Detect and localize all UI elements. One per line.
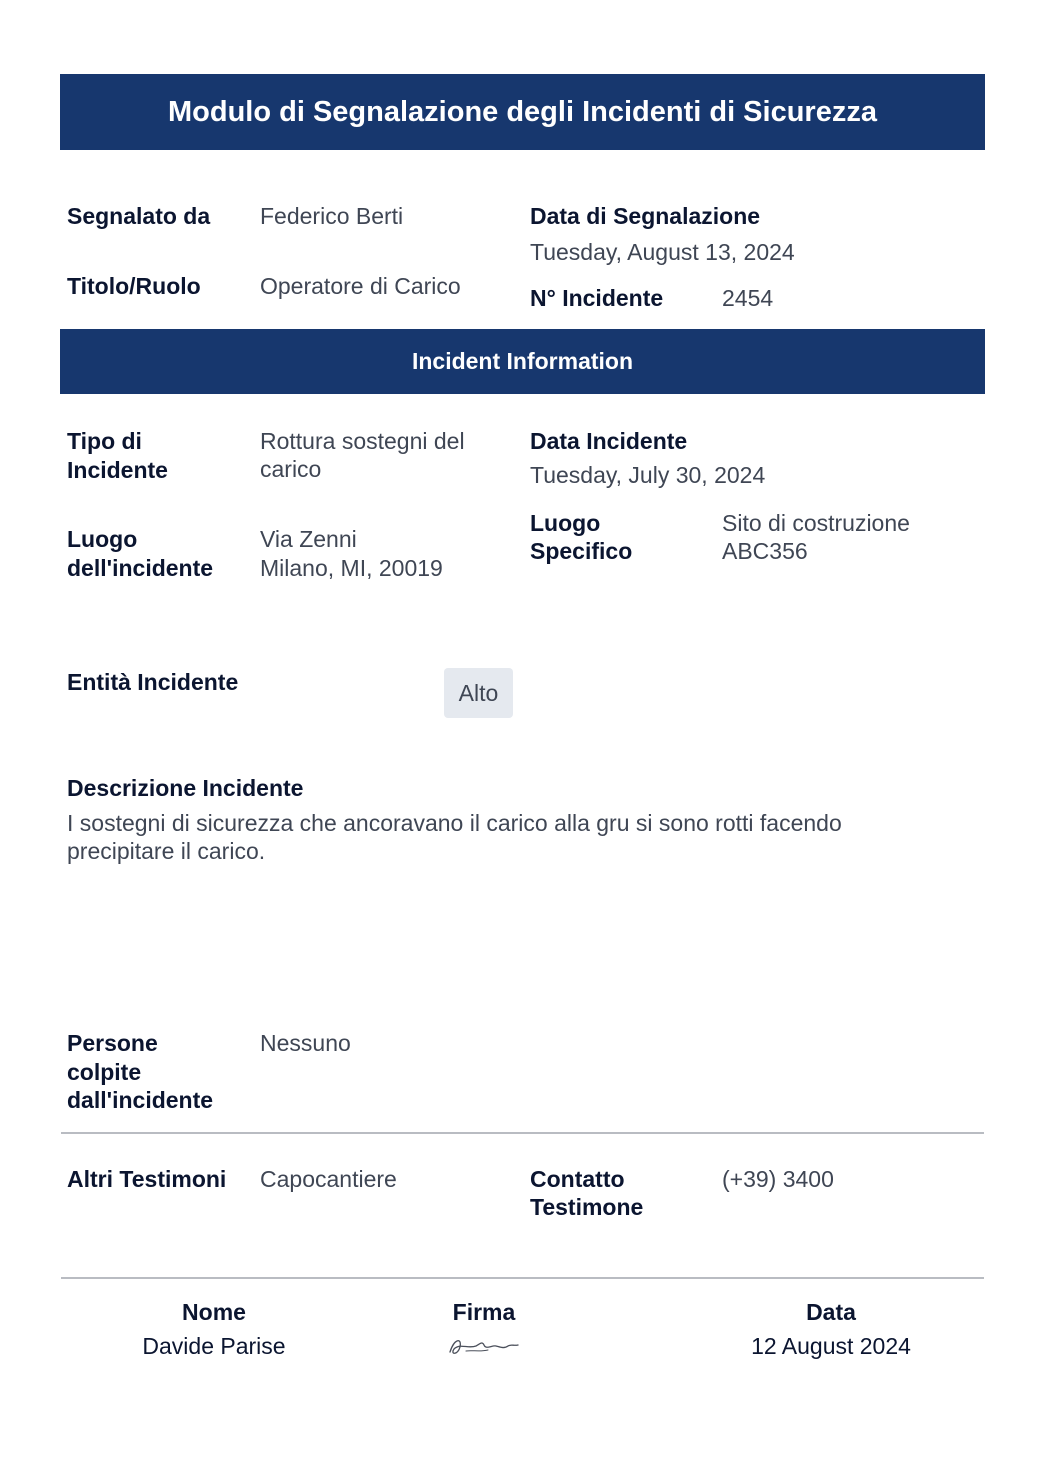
- reported-by-value: Federico Berti: [260, 203, 404, 229]
- title-role-value: Operatore di Carico: [260, 273, 461, 299]
- affected-persons-label: Persone colpite dall'incidente: [67, 1030, 214, 1113]
- form-title-banner: [60, 74, 985, 150]
- severity-label: Entità Incidente: [67, 669, 239, 695]
- handwritten-signature: [446, 1333, 522, 1359]
- incident-info-banner: [60, 329, 985, 394]
- other-witnesses-label: Altri Testimoni: [67, 1166, 227, 1192]
- signature-name-column: [114, 1298, 314, 1361]
- signature-firma-column: [384, 1298, 584, 1359]
- signature-date-label: Data: [806, 1299, 856, 1325]
- severity-value: Alto: [458, 679, 499, 706]
- severity-badge: [444, 668, 513, 718]
- specific-location-value: Sito di costruzione ABC356: [722, 510, 910, 564]
- witness-contact-value: (+39) 3400: [722, 1166, 834, 1192]
- form-title: Modulo di Segnalazione degli Incidenti di Sicurezza: [168, 95, 877, 128]
- incident-info-title: Incident Information: [411, 348, 634, 374]
- incident-date-value: Tuesday, July 30, 2024: [530, 462, 766, 488]
- incident-location-line2: Milano, MI, 20019: [260, 555, 443, 581]
- incident-location-line1: Via Zenni: [260, 526, 357, 552]
- incident-type-value: Rottura sostegni del carico: [260, 428, 465, 482]
- incident-date-label: Data Incidente: [530, 428, 688, 454]
- incident-location-label: Luogo dell'incidente: [67, 526, 214, 581]
- title-role-label: Titolo/Ruolo: [67, 273, 201, 299]
- report-date-value: Tuesday, August 13, 2024: [530, 239, 795, 265]
- signature-name-value: Davide Parise: [142, 1333, 286, 1359]
- incident-type-label: Tipo di Incidente: [67, 428, 168, 483]
- affected-persons-value: Nessuno: [260, 1030, 351, 1056]
- divider-witnesses: [61, 1132, 984, 1134]
- reported-by-label: Segnalato da: [67, 203, 211, 229]
- witness-contact-label: Contatto Testimone: [530, 1166, 644, 1220]
- signature-firma-label: Firma: [452, 1299, 516, 1325]
- incident-number-value: 2454: [722, 285, 774, 311]
- signature-date-value: 12 August 2024: [751, 1333, 911, 1359]
- incident-number-label: N° Incidente: [530, 285, 664, 311]
- other-witnesses-value: Capocantiere: [260, 1166, 397, 1192]
- specific-location-label: Luogo Specifico: [530, 510, 633, 564]
- description-value: I sostegni di sicurezza che ancoravano il carico alla gru si sono rotti facendo precipitare il carico.: [67, 810, 842, 864]
- description-label: Descrizione Incidente: [67, 775, 304, 801]
- divider-signature: [61, 1277, 984, 1279]
- report-date-label: Data di Segnalazione: [530, 203, 761, 229]
- signature-name-label: Nome: [182, 1299, 246, 1325]
- signature-date-column: [716, 1298, 946, 1361]
